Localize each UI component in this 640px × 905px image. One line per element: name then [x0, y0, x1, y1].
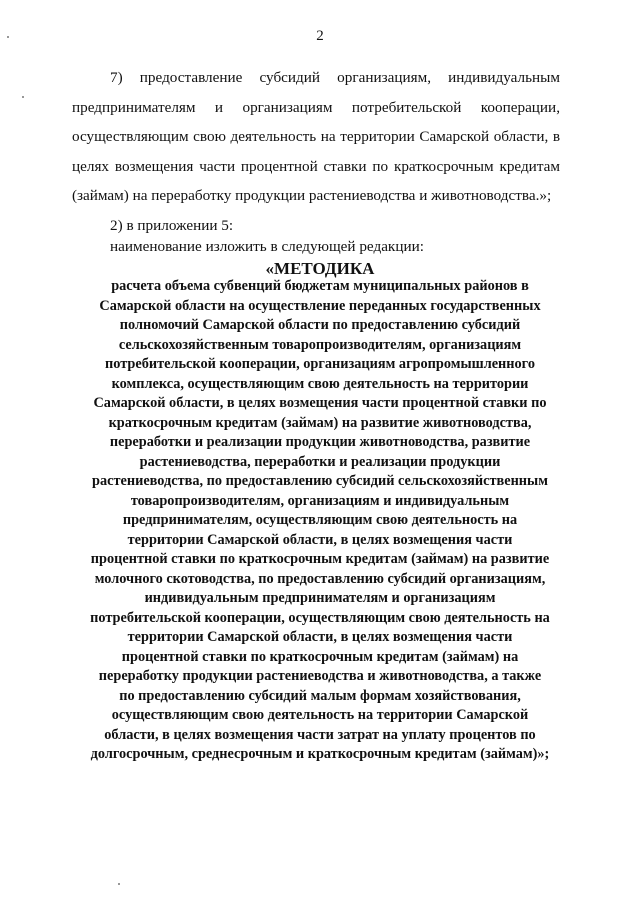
paragraph-instruction: наименование изложить в следующей редакции: — [110, 238, 424, 255]
methodology-line: растениеводства, переработки и реализации продукции — [139, 453, 501, 470]
methodology-line: территории Самарской области, в целях возмещения части — [127, 531, 513, 548]
methodology-line: комплекса, осуществляющим свою деятельность на территории — [111, 375, 529, 392]
methodology-line: молочного скотоводства, по предоставлению субсидий организациям, — [94, 570, 546, 587]
methodology-line: краткосрочным кредитам (займам) на развитие животноводства, — [108, 414, 532, 431]
methodology-line: по предоставлению субсидий малым формам хозяйствования, — [119, 687, 521, 704]
methodology-line: осуществляющим свою деятельность на территории Самарской — [111, 707, 529, 723]
methodology-line: потребительской кооперации, организациям агропромышленного — [105, 356, 535, 372]
page-number: 2 — [316, 28, 324, 44]
methodology-line: области, в целях возмещения части затрат на уплату процентов по — [104, 726, 536, 743]
methodology-line: растениеводства, по предоставлению субсидий сельскохозяйственным — [92, 473, 548, 489]
methodology-line: переработку продукции растениеводства и животноводства, а также — [98, 668, 542, 684]
methodology-line: расчета объема субвенций бюджетам муниципальных районов в — [111, 278, 529, 294]
methodology-line: процентной ставки по краткосрочным кредитам (займам) на развитие — [90, 551, 550, 567]
paragraph-item-2: 2) в приложении 5: — [110, 217, 234, 234]
methodology-line: Самарской области на осуществление переданных государственных — [99, 297, 541, 314]
methodology-line: сельскохозяйственным товаропроизводителям, организациям — [118, 336, 522, 353]
methodology-line: долгосрочным, среднесрочным и краткосрочным кредитам (займам)»; — [90, 746, 550, 762]
paragraph-item-7: 7) предоставление субсидий организациям, индивидуальным предпринимателям и организациям потребительской кооперации, осуществляющим свою деятельность на территории Самарской области, в целях возмещения части процентной ставки по краткосрочным кредитам (займам) на переработку продукции растениеводства и животноводства.»; — [72, 69, 560, 204]
methodology-line: предпринимателям, осуществляющим свою деятельность на — [122, 512, 518, 528]
methodology-line: Самарской области, в целях возмещения части процентной ставки по — [93, 395, 547, 411]
scan-speck — [118, 883, 120, 885]
scan-speck — [7, 36, 9, 38]
methodology-line: процентной ставки по краткосрочным кредитам (займам) на — [121, 648, 519, 665]
methodology-heading: «МЕТОДИКА — [265, 259, 375, 278]
methodology-line: полномочий Самарской области по предоставлению субсидий — [119, 317, 521, 333]
methodology-line: индивидуальным предпринимателям и организациям — [144, 590, 496, 606]
methodology-line: переработки и реализации продукции животноводства, развитие — [109, 434, 531, 450]
methodology-title-block — [70, 277, 570, 765]
scan-speck — [22, 96, 24, 98]
methodology-line: потребительской кооперации, осуществляющим свою деятельность на — [90, 609, 550, 626]
methodology-line: товаропроизводителям, организациям и индивидуальным — [130, 492, 510, 509]
methodology-line: территории Самарской области, в целях возмещения части — [127, 629, 513, 645]
